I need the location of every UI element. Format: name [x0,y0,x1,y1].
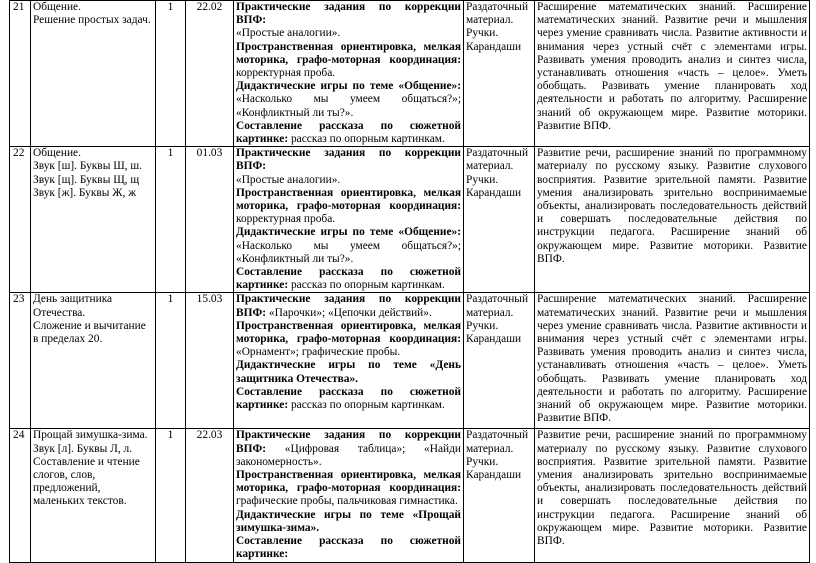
content-cell [234,429,464,562]
content-text: «Орнамент»; графические пробы. [236,346,401,359]
content-text: «Цифровая таблица»; «Найди закономерность». [236,442,461,468]
content-bold: Составление рассказа по сюжетной картинке: [236,119,461,146]
content-text: графические пробы, пальчиковая гимнастика. [236,495,458,508]
table-row [10,1,810,147]
content-text: корректурная проба. [236,213,336,226]
goals-cell: Расширение математических знаний. Расширение математических знаний. Развитие речи и мышления через умение сравнивать числа. Развитие активности и внимания через устный счёт с элементами игры. Развивать умения проводить анализ и синтез числа, устанавливать отношения «часть – целое». Уметь обобщать. Развивать умение планировать ход деятельности и работать по алгоритму. Расширение знаний об окружающем мире. Развитие моторики. Развитие ВПФ. [535,1,810,147]
lesson-plan-table [9,0,810,563]
table-row [10,147,810,293]
material-line: Карандаши [466,186,522,199]
content-cell [234,1,464,147]
content-bold: Составление рассказа по сюжетной картинке: [236,266,461,292]
content-text: «Насколько мы умеем общаться?»; «Конфликтный ли ты?». [236,239,461,265]
material-line: Ручки. [466,455,499,468]
goals-cell: Расширение математических знаний. Расширение математических знаний. Развитие речи и мышления через умение сравнивать числа. Развитие активности и внимания через устный счёт с элементами игры. Развивать умения проводить анализ и синтез числа, устанавливать отношения «часть – целое». Уметь обобщать. Развивать умение планировать ход деятельности и работать по алгоритму. Расширение знаний об окружающем мире. Развитие моторики. Развитие ВПФ. [535,293,810,429]
topic-line: Звук [ж]. Буквы Ж, ж [33,186,137,199]
hours-cell: 1 [156,147,186,293]
date-cell: 01.03 [186,147,234,293]
date-cell: 22.03 [186,429,234,562]
content-bold: Дидактические игры по теме «День защитника Отечества». [236,359,461,385]
topic-cell [31,147,156,293]
content-bold: Составление рассказа по сюжетной картинке: [236,385,461,412]
row-number: 22 [10,147,31,293]
content-text: рассказ по опорным картинкам. [288,399,445,412]
content-bold: Дидактические игры по теме «Прощай зимушка-зима». [236,508,461,534]
topic-line: Общение. [33,1,81,13]
content-text: «Простые аналогии». [236,27,341,40]
material-line: Раздаточный материал. [466,1,529,27]
content-bold: Пространственная ориентировка, мелкая моторика, графо-моторная координация: [236,186,461,213]
topic-cell [31,1,156,147]
content-text: «Парочки»; «Цепочки действий». [266,306,432,319]
material-line: Ручки. [466,27,499,40]
topic-cell [31,293,156,429]
topic-line: Звук [л]. Буквы Л, л. [33,442,133,455]
topic-line: Решение простых задач. [33,14,151,27]
row-number: 23 [10,293,31,429]
content-text: «Простые аналогии». [236,173,341,186]
content-text: корректурная проба. [236,67,336,80]
materials-cell [464,1,535,147]
material-line: Ручки. [466,319,499,332]
row-number: 24 [10,429,31,562]
content-bold: Практические задания по коррекции ВПФ: [236,147,461,173]
material-line: Раздаточный материал. [466,293,529,319]
material-line: Карандаши [466,333,522,346]
content-bold: Составление рассказа по сюжетной картинке: [236,535,461,561]
material-line: Карандаши [466,469,522,482]
content-bold: Пространственная ориентировка, мелкая моторика, графо-моторная координация: [236,40,461,66]
content-cell [234,293,464,429]
topic-line: Звук [ш]. Буквы Ш, ш. [33,160,142,173]
topic-line: Звук [щ]. Буквы Щ, щ [33,173,140,186]
content-bold: Практические задания по коррекции ВПФ: [236,1,461,27]
hours-cell: 1 [156,1,186,147]
goals-cell: Развитие речи, расширение знаний по программному материалу по русскому языку. Развитие слухового восприятия. Развитие зрительной памяти. Развитие умения анализировать зрительно воспринимаемые объекты, анализировать последовательность действий и совершать последовательные действия по инструкции педагога. Расширение знаний об окружающем мире. Развитие моторики. Развитие ВПФ. [535,147,810,293]
materials-cell [464,293,535,429]
topic-line: Общение. [33,147,81,160]
topic-line: Составление и чтение слогов, слов, предложений, маленьких текстов. [33,455,140,508]
topic-line: День защитника Отечества. [33,293,113,319]
content-bold: Дидактические игры по теме «Общение»: [236,80,461,93]
topic-line: Прощай зимушка-зима. [33,429,148,442]
content-text: «Насколько мы умеем общаться?»; «Конфликтный ли ты?». [236,93,461,119]
content-bold: Пространственная ориентировка, мелкая моторика, графо-моторная координация: [236,319,461,346]
table-body [10,1,810,563]
material-line: Ручки. [466,173,499,186]
materials-cell [464,429,535,562]
material-line: Раздаточный материал. [466,147,529,173]
table-row [10,429,810,562]
table-row [10,293,810,429]
date-cell: 15.03 [186,293,234,429]
material-line: Карандаши [466,40,522,53]
content-text: рассказ по опорным картинкам. [288,133,445,146]
hours-cell: 1 [156,429,186,562]
content-cell [234,147,464,293]
content-bold: Практические задания по коррекции ВПФ: [236,293,461,319]
topic-cell [31,429,156,562]
content-bold: Пространственная ориентировка, мелкая моторика, графо-моторная координация: [236,469,461,495]
goals-cell: Развитие речи, расширение знаний по программному материалу по русскому языку. Развитие слухового восприятия. Развитие зрительной памяти. Развитие умения анализировать зрительно воспринимаемые объекты, анализировать последовательность действий и совершать последовательные действия по инструкции педагога. Расширение знаний об окружающем мире. Развитие моторики. Развитие ВПФ. [535,429,810,562]
topic-line: Сложение и вычитание в пределах 20. [33,319,146,346]
content-text: рассказ по опорным картинкам. [288,279,445,292]
hours-cell: 1 [156,293,186,429]
materials-cell [464,147,535,293]
date-cell: 22.02 [186,1,234,147]
content-bold: Практические задания по коррекции ВПФ: [236,429,461,455]
content-bold: Дидактические игры по теме «Общение»: [236,226,461,239]
row-number: 21 [10,1,31,147]
material-line: Раздаточный материал. [466,429,529,455]
